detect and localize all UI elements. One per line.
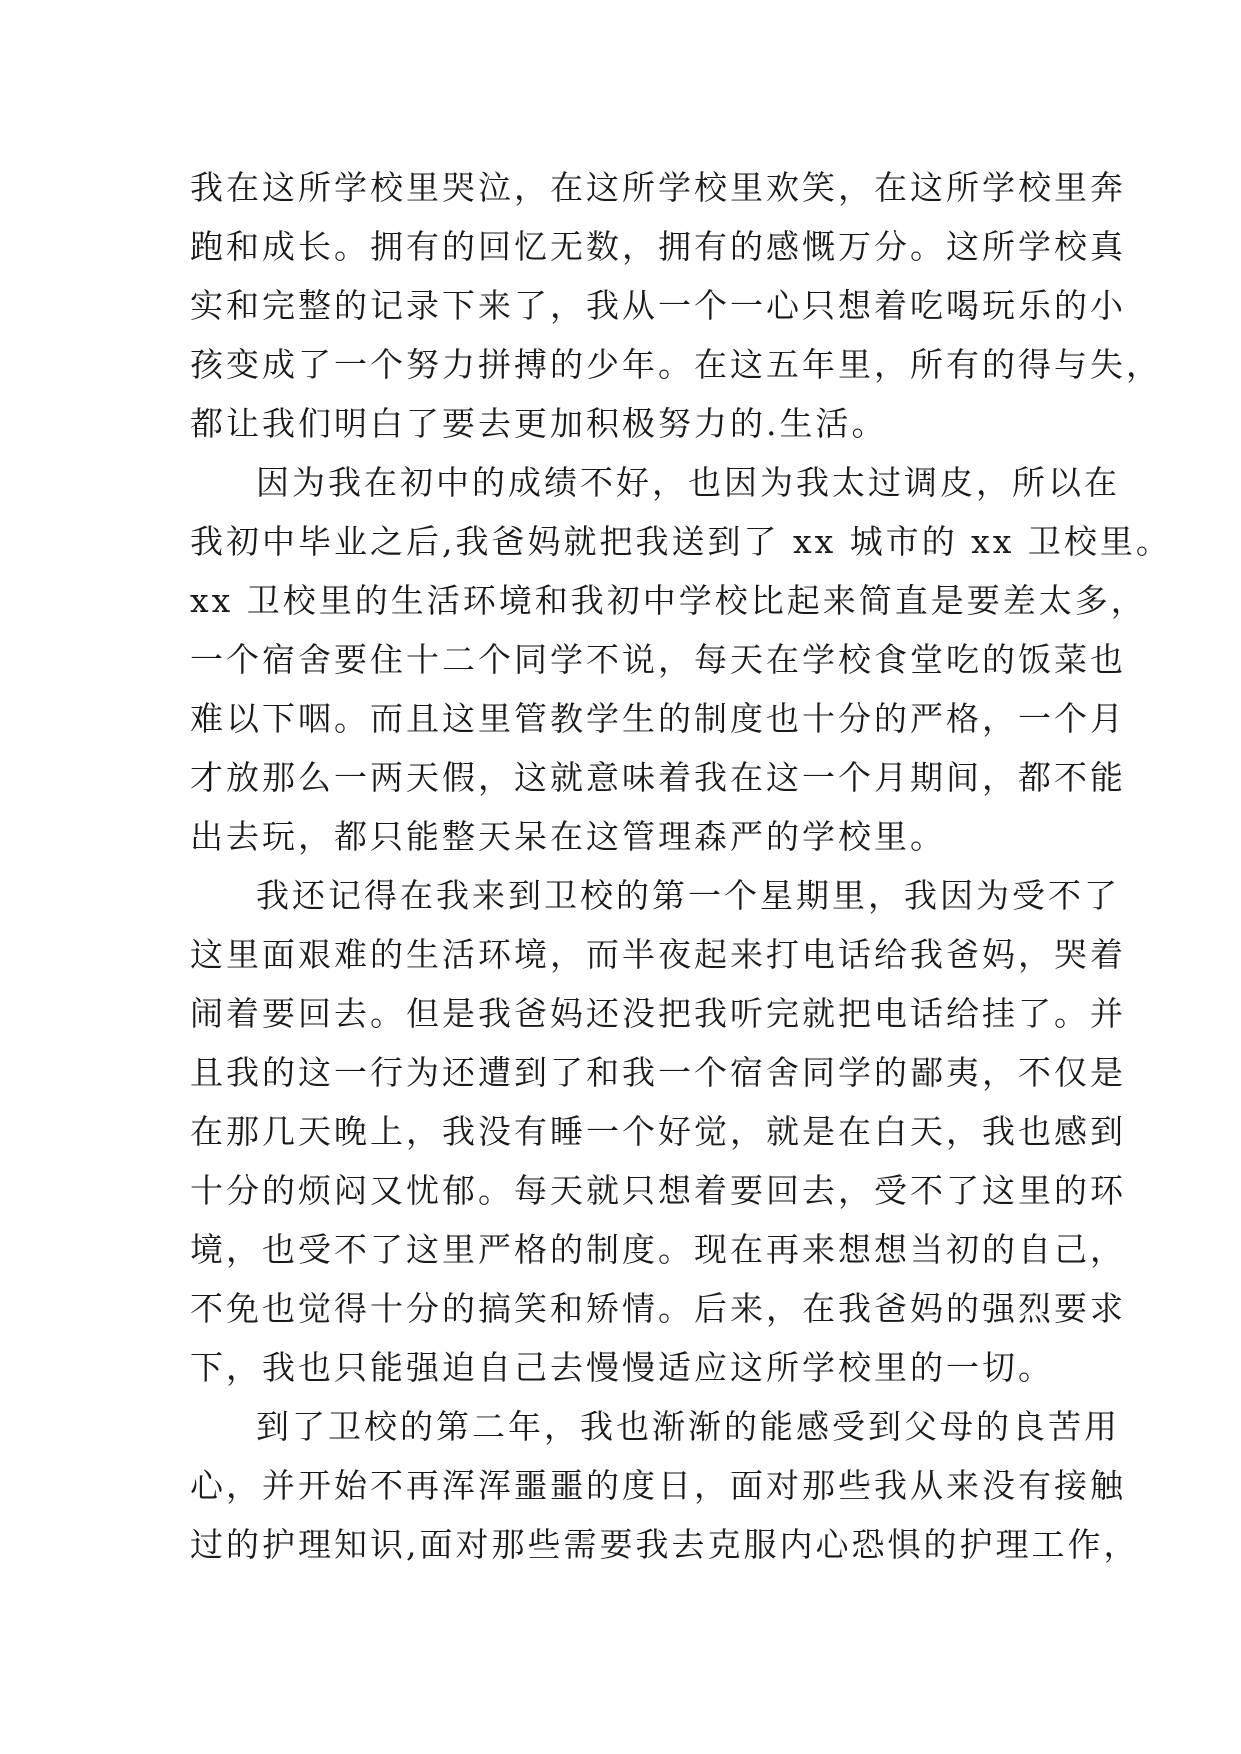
text-line: 难以下咽。而且这里管教学生的制度也十分的严格，一个月: [190, 699, 1126, 738]
document-body: [190, 158, 1172, 1574]
text-line: 不免也觉得十分的搞笑和矫情。后来，在我爸妈的强烈要求: [190, 1289, 1126, 1328]
text-line: 且我的这一行为还遭到了和我一个宿舍同学的鄙夷，不仅是: [190, 1053, 1126, 1092]
text-line: 都让我们明白了要去更加积极努力的.生活。: [190, 404, 888, 443]
text-line: 一个宿舍要住十二个同学不说，每天在学校食堂吃的饭菜也: [190, 640, 1126, 679]
paragraph-2: [190, 453, 1172, 866]
text-line: 我初中毕业之后,我爸妈就把我送到了 xx 城市的 xx 卫校里。: [190, 522, 1172, 561]
text-line: 我在这所学校里哭泣，在这所学校里欢笑，在这所学校里奔: [190, 168, 1126, 207]
text-line: 这里面艰难的生活环境，而半夜起来打电话给我爸妈，哭着: [190, 935, 1126, 974]
text-line: 孩变成了一个努力拼搏的少年。在这五年里，所有的得与失，: [190, 345, 1162, 384]
text-line: 出去玩，都只能整天呆在这管理森严的学校里。: [190, 817, 946, 856]
text-line: 才放那么一两天假，这就意味着我在这一个月期间，都不能: [190, 758, 1126, 797]
text-line: 跑和成长。拥有的回忆无数，拥有的感慨万分。这所学校真: [190, 227, 1126, 266]
text-line: 实和完整的记录下来了，我从一个一心只想着吃喝玩乐的小: [190, 286, 1126, 325]
paragraph-4: [190, 1397, 1140, 1574]
text-line: 闹着要回去。但是我爸妈还没把我听完就把电话给挂了。并: [190, 994, 1126, 1033]
text-line: 心，并开始不再浑浑噩噩的度日，面对那些我从来没有接触: [190, 1466, 1126, 1505]
text-line: 境，也受不了这里严格的制度。现在再来想想当初的自己，: [190, 1230, 1126, 1269]
text-line: 到了卫校的第二年，我也渐渐的能感受到父母的良苦用: [256, 1407, 1120, 1446]
text-line: 因为我在初中的成绩不好，也因为我太过调皮，所以在: [256, 463, 1120, 502]
paragraph-1: [190, 158, 1162, 453]
text-line: 下，我也只能强迫自己去慢慢适应这所学校里的一切。: [190, 1348, 1054, 1387]
paragraph-3: [190, 866, 1126, 1397]
text-line: 我还记得在我来到卫校的第一个星期里，我因为受不了: [256, 876, 1120, 915]
text-line: 在那几天晚上，我没有睡一个好觉，就是在白天，我也感到: [190, 1112, 1126, 1151]
text-line: 过的护理知识,面对那些需要我去克服内心恐惧的护理工作，: [190, 1525, 1140, 1564]
text-line: xx 卫校里的生活环境和我初中学校比起来简直是要差太多，: [190, 581, 1147, 620]
text-line: 十分的烦闷又忧郁。每天就只想着要回去，受不了这里的环: [190, 1171, 1126, 1210]
